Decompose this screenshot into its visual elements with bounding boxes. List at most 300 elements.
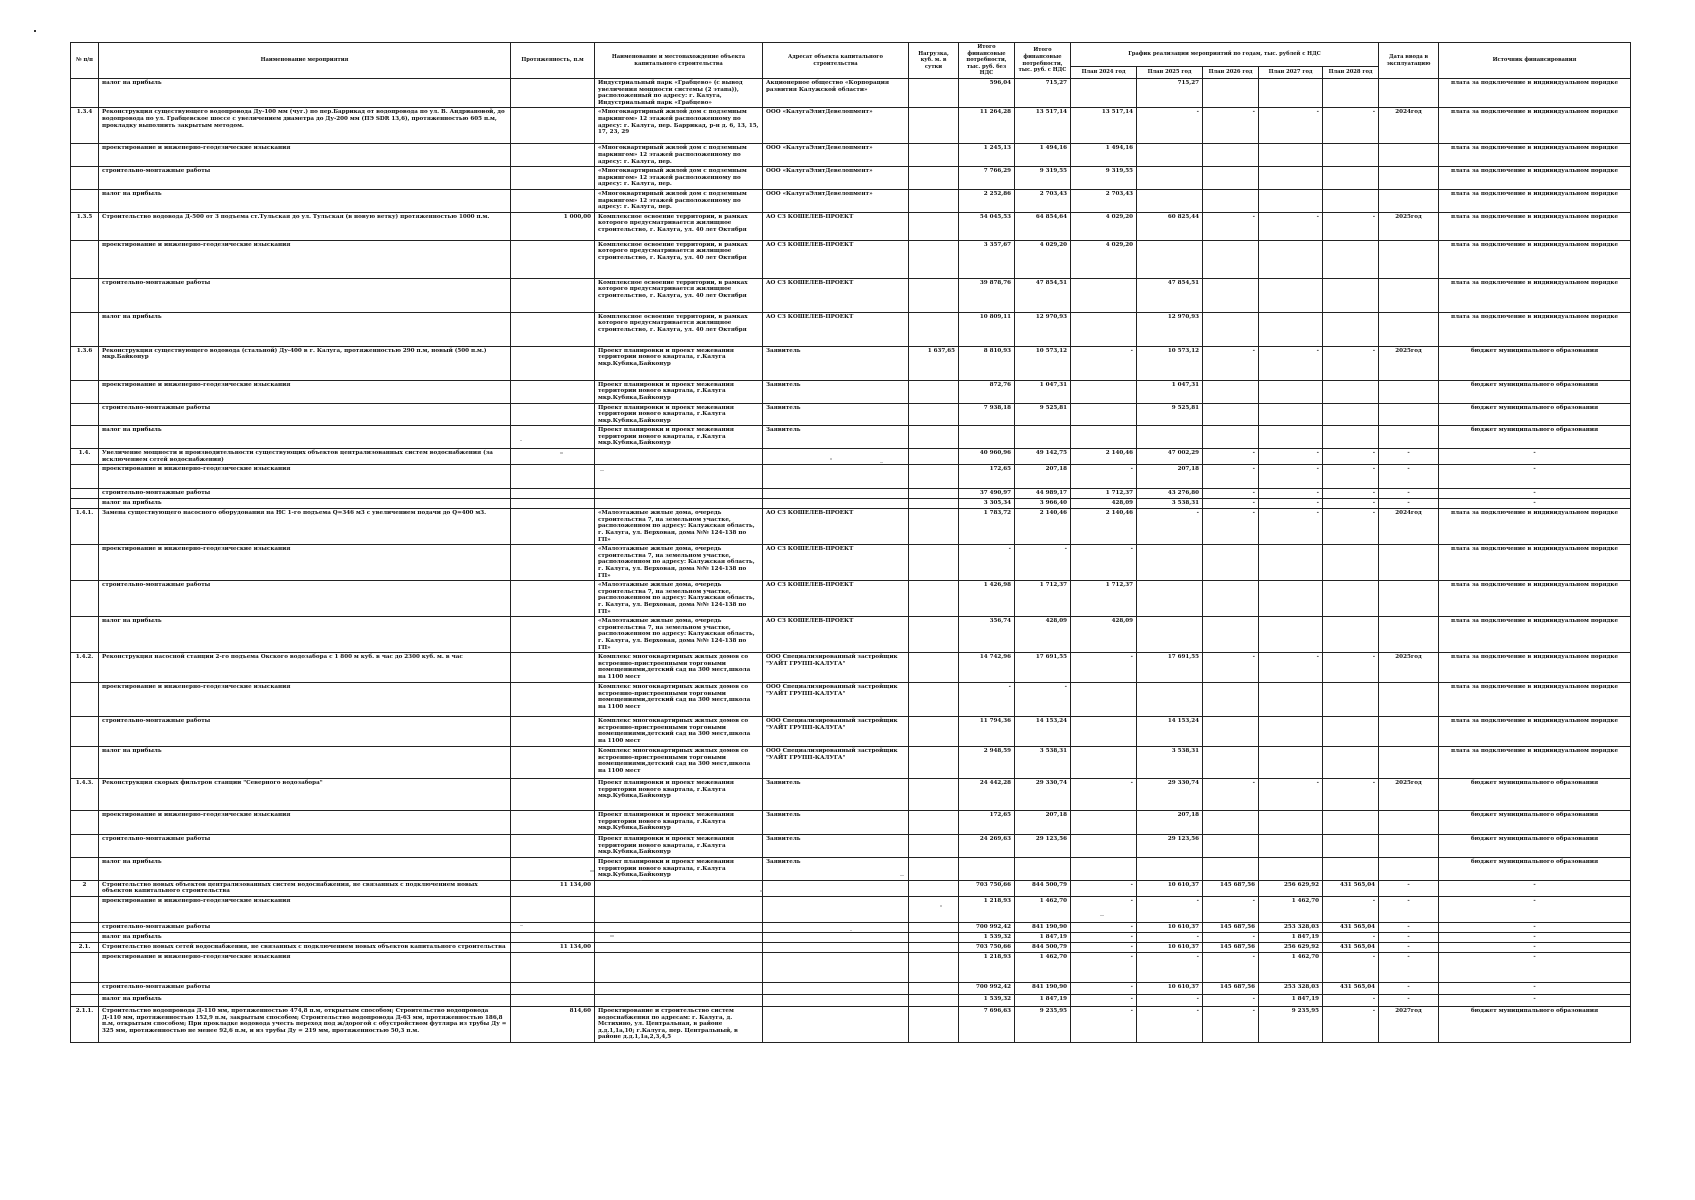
cell-p25: - [1137, 108, 1203, 144]
cell-len [511, 617, 595, 653]
cell-p27: - [1259, 489, 1323, 499]
table-row [71, 952, 1631, 982]
cell-t1: 3 305,34 [959, 499, 1015, 509]
cell-src: плата за подключение в индивидуальном порядке [1439, 617, 1631, 653]
cell-src: плата за подключение в индивидуальном порядке [1439, 581, 1631, 617]
cell-m: Строительство новых сетей водоснабжения, не связанных с подключением новых объектов капитального строительства [99, 942, 511, 952]
cell-date: 2024год [1379, 509, 1439, 545]
cell-m: Реконструкция существующего водопровода Ду-100 мм (чуг.) по пер.Баррикад от водопровода по ул. В. Андриановой, до водопровода по ул. Грабцевское шоссе с увеличением диаметра до Ду-200 мм (ПЭ SDR 13,6), протяженностью 605 п.м, прокладку выполнить закрытым методом. [99, 108, 511, 144]
cell-m: налог на прибыль [99, 932, 511, 942]
cell-date [1379, 857, 1439, 880]
cell-adr: ООО «КалугаЭлитДевелопмент» [763, 189, 909, 212]
cell-p26: 145 687,56 [1203, 942, 1259, 952]
cell-t1 [959, 857, 1015, 880]
cell-p27: - [1259, 499, 1323, 509]
cell-t2: 29 330,74 [1015, 779, 1071, 811]
cell-src: плата за подключение в индивидуальном порядке [1439, 240, 1631, 278]
cell-n [71, 747, 99, 779]
cell-len [511, 79, 595, 108]
cell-len [511, 982, 595, 994]
cell-len [511, 240, 595, 278]
cell-t1: 1 245,13 [959, 144, 1015, 167]
cell-p26 [1203, 79, 1259, 108]
table-row [71, 380, 1631, 403]
cell-adr: ООО «КалугаЭлитДевелопмент» [763, 108, 909, 144]
cell-m: проектирование и инженерно-геодезические изыскания [99, 896, 511, 922]
cell-len [511, 747, 595, 779]
table-row [71, 240, 1631, 278]
cell-t2: 1 847,19 [1015, 932, 1071, 942]
cell-adr: Заявитель [763, 857, 909, 880]
cell-len: 11 134,00 [511, 880, 595, 896]
cell-p27: 1 462,70 [1259, 952, 1323, 982]
cell-p24 [1071, 79, 1137, 108]
cell-p27 [1259, 380, 1323, 403]
cell-t1: 7 766,29 [959, 167, 1015, 190]
cell-p25 [1137, 617, 1203, 653]
cell-t2: 47 854,51 [1015, 278, 1071, 312]
cell-p25 [1137, 189, 1203, 212]
cell-n [71, 617, 99, 653]
header-address: Адресат объекта капитального строительства [763, 43, 909, 79]
cell-m: налог на прибыль [99, 994, 511, 1006]
cell-src: бюджет муниципального образования [1439, 403, 1631, 426]
cell-m: проектирование и инженерно-геодезические изыскания [99, 545, 511, 581]
scan-mark [34, 30, 36, 32]
scan-speck [1000, 880, 1003, 882]
cell-p26: - [1203, 653, 1259, 683]
cell-t2: 1 462,70 [1015, 952, 1071, 982]
cell-p26 [1203, 380, 1259, 403]
cell-t2: 3 538,31 [1015, 747, 1071, 779]
cell-p24 [1071, 717, 1137, 747]
cell-p24 [1071, 312, 1137, 346]
cell-t2: 1 462,70 [1015, 896, 1071, 922]
cell-p25: - [1137, 952, 1203, 982]
cell-p27: - [1259, 465, 1323, 489]
cell-load [909, 811, 959, 835]
cell-date [1379, 278, 1439, 312]
cell-p24: - [1071, 932, 1137, 942]
cell-src: бюджет муниципального образования [1439, 426, 1631, 449]
cell-t1: 356,74 [959, 617, 1015, 653]
cell-load [909, 880, 959, 896]
cell-p28 [1323, 747, 1379, 779]
cell-p27 [1259, 79, 1323, 108]
cell-p24 [1071, 747, 1137, 779]
cell-p27: 256 629,92 [1259, 880, 1323, 896]
cell-len [511, 465, 595, 489]
cell-load [909, 896, 959, 922]
cell-load [909, 167, 959, 190]
cell-p27 [1259, 747, 1323, 779]
cell-date: 2024год [1379, 108, 1439, 144]
header-total-no-vat: Итого финансовые потребности, тыс. руб. без НДС [959, 43, 1015, 79]
cell-m: Увеличение мощности и производительности существующих объектов централизованных систем водоснабжения (за исключением сетей водоснабжения) [99, 449, 511, 465]
cell-m: строительно-монтажные работы [99, 835, 511, 858]
cell-src: - [1439, 489, 1631, 499]
cell-obj: Проект планировки и проект межевания территории нового квартала, г.Калуга мкр.Кубяка,Байконур [595, 857, 763, 880]
cell-adr [763, 489, 909, 499]
cell-t2: 2 140,46 [1015, 509, 1071, 545]
cell-t2: 64 854,64 [1015, 212, 1071, 240]
cell-t2: 1 494,16 [1015, 144, 1071, 167]
document-sheet [70, 42, 1630, 1122]
cell-p25 [1137, 683, 1203, 717]
cell-adr: АО СЗ КОШЕЛЕВ-ПРОЕКТ [763, 545, 909, 581]
cell-len [511, 189, 595, 212]
cell-obj: Комплексное освоение территории, в рамках которого предусматривается жилищное строительство, г. Калуга, ул. 40 лет Октября [595, 312, 763, 346]
cell-p25: 12 970,93 [1137, 312, 1203, 346]
cell-src: бюджет муниципального образования [1439, 346, 1631, 380]
cell-len [511, 779, 595, 811]
cell-p25: - [1137, 994, 1203, 1006]
cell-load [909, 449, 959, 465]
cell-p27 [1259, 278, 1323, 312]
cell-adr [763, 896, 909, 922]
table-row [71, 449, 1631, 465]
cell-n [71, 683, 99, 717]
cell-p27: 256 629,92 [1259, 942, 1323, 952]
cell-p27 [1259, 717, 1323, 747]
cell-src: плата за подключение в индивидуальном порядке [1439, 189, 1631, 212]
cell-p24: 2 140,46 [1071, 509, 1137, 545]
cell-len [511, 449, 595, 465]
cell-n [71, 144, 99, 167]
cell-n [71, 835, 99, 858]
cell-load [909, 857, 959, 880]
cell-src: - [1439, 994, 1631, 1006]
cell-n [71, 465, 99, 489]
cell-t1: 8 810,93 [959, 346, 1015, 380]
cell-len [511, 857, 595, 880]
cell-m: проектирование и инженерно-геодезические изыскания [99, 144, 511, 167]
cell-t2: 207,18 [1015, 465, 1071, 489]
cell-p27: 1 847,19 [1259, 994, 1323, 1006]
cell-obj: «Многоквартирный жилой дом с подземным паркингом» 12 этажей расположенному по адресу: г. Калуга, пер. [595, 167, 763, 190]
cell-load [909, 835, 959, 858]
cell-date: 2027год [1379, 1006, 1439, 1042]
cell-p28: - [1323, 449, 1379, 465]
cell-p25 [1137, 581, 1203, 617]
cell-src: плата за подключение в индивидуальном порядке [1439, 212, 1631, 240]
cell-adr [763, 982, 909, 994]
cell-p25: 47 854,51 [1137, 278, 1203, 312]
cell-p27: 253 328,03 [1259, 922, 1323, 932]
cell-len [511, 952, 595, 982]
cell-date: 2025год [1379, 212, 1439, 240]
cell-n [71, 811, 99, 835]
cell-date [1379, 240, 1439, 278]
cell-load [909, 617, 959, 653]
cell-n [71, 380, 99, 403]
cell-t1: 2 948,59 [959, 747, 1015, 779]
cell-t2: 12 970,93 [1015, 312, 1071, 346]
scan-speck [900, 875, 904, 876]
cell-load [909, 403, 959, 426]
cell-m: строительно-монтажные работы [99, 581, 511, 617]
cell-p26 [1203, 278, 1259, 312]
cell-t1: 703 750,66 [959, 880, 1015, 896]
cell-date [1379, 79, 1439, 108]
cell-p26: - [1203, 1006, 1259, 1042]
cell-p28: - [1323, 489, 1379, 499]
cell-p28: 431 565,04 [1323, 982, 1379, 994]
cell-p24: - [1071, 1006, 1137, 1042]
cell-load [909, 932, 959, 942]
cell-n: 1.4.3. [71, 779, 99, 811]
cell-len [511, 932, 595, 942]
cell-load [909, 717, 959, 747]
cell-p24 [1071, 683, 1137, 717]
cell-t1: 1 218,93 [959, 896, 1015, 922]
header-total-vat: Итого финансовые потребности, тыс. руб. с НДС [1015, 43, 1071, 79]
scan-speck [880, 462, 883, 463]
cell-t1: 1 539,32 [959, 994, 1015, 1006]
cell-adr [763, 932, 909, 942]
cell-p26 [1203, 189, 1259, 212]
cell-p25: 29 330,74 [1137, 779, 1203, 811]
cell-m: налог на прибыль [99, 79, 511, 108]
cell-adr: АО СЗ КОШЕЛЕВ-ПРОЕКТ [763, 312, 909, 346]
cell-p25: 207,18 [1137, 465, 1203, 489]
cell-obj [595, 922, 763, 932]
cell-t2: 3 966,40 [1015, 499, 1071, 509]
cell-src: плата за подключение в индивидуальном порядке [1439, 747, 1631, 779]
cell-p26 [1203, 581, 1259, 617]
cell-p28 [1323, 167, 1379, 190]
cell-adr: АО СЗ КОШЕЛЕВ-ПРОЕКТ [763, 240, 909, 278]
cell-p27 [1259, 312, 1323, 346]
cell-t2: 9 319,55 [1015, 167, 1071, 190]
cell-p24: 4 029,20 [1071, 212, 1137, 240]
cell-p28 [1323, 240, 1379, 278]
cell-p25: 10 573,12 [1137, 346, 1203, 380]
cell-t2 [1015, 857, 1071, 880]
cell-m: налог на прибыль [99, 312, 511, 346]
cell-obj: Проект планировки и проект межевания территории нового квартала, г.Калуга мкр.Кубяка,Байконур [595, 835, 763, 858]
cell-len: 1 000,00 [511, 212, 595, 240]
cell-len [511, 312, 595, 346]
cell-src: бюджет муниципального образования [1439, 380, 1631, 403]
cell-src: - [1439, 952, 1631, 982]
cell-p26 [1203, 545, 1259, 581]
cell-n [71, 499, 99, 509]
cell-src: - [1439, 880, 1631, 896]
cell-n [71, 240, 99, 278]
cell-t1: 3 357,67 [959, 240, 1015, 278]
cell-t2: - [1015, 545, 1071, 581]
cell-p27 [1259, 426, 1323, 449]
table-row [71, 653, 1631, 683]
cell-len [511, 653, 595, 683]
table-row [71, 747, 1631, 779]
cell-n: 2.1.1. [71, 1006, 99, 1042]
table-row [71, 403, 1631, 426]
table-row [71, 835, 1631, 858]
cell-n: 1.4.2. [71, 653, 99, 683]
cell-len: 814,60 [511, 1006, 595, 1042]
cell-len [511, 509, 595, 545]
cell-src: - [1439, 499, 1631, 509]
cell-p24: - [1071, 346, 1137, 380]
cell-p26: - [1203, 896, 1259, 922]
cell-len [511, 426, 595, 449]
cell-n: 1.4. [71, 449, 99, 465]
cell-t2: - [1015, 683, 1071, 717]
cell-p28: 431 565,04 [1323, 922, 1379, 932]
cell-src: бюджет муниципального образования [1439, 779, 1631, 811]
cell-src: плата за подключение в индивидуальном порядке [1439, 717, 1631, 747]
table-row [71, 189, 1631, 212]
cell-p26 [1203, 857, 1259, 880]
cell-t2: 4 029,20 [1015, 240, 1071, 278]
cell-t1: 172,65 [959, 465, 1015, 489]
cell-m: Реконструкция существующего водовода (стальной) Ду-400 в г. Калуга, протяженностью 290 п.м, новый (500 п.м.) мкр.Байконур [99, 346, 511, 380]
cell-p28 [1323, 617, 1379, 653]
cell-n [71, 857, 99, 880]
cell-len [511, 994, 595, 1006]
scan-speck [760, 890, 763, 892]
cell-p27: - [1259, 212, 1323, 240]
cell-p24: - [1071, 880, 1137, 896]
cell-date: - [1379, 499, 1439, 509]
cell-m: налог на прибыль [99, 857, 511, 880]
table-row [71, 896, 1631, 922]
cell-obj: Проект планировки и проект межевания территории нового квартала, г.Калуга мкр.Кубяка,Байконур [595, 426, 763, 449]
cell-p27: - [1259, 346, 1323, 380]
cell-src: плата за подключение в индивидуальном порядке [1439, 79, 1631, 108]
cell-p24: - [1071, 952, 1137, 982]
cell-t1: - [959, 683, 1015, 717]
cell-adr: ООО «КалугаЭлитДевелопмент» [763, 167, 909, 190]
cell-p25: 43 276,80 [1137, 489, 1203, 499]
cell-t1: 703 750,66 [959, 942, 1015, 952]
cell-date [1379, 811, 1439, 835]
cell-p28 [1323, 380, 1379, 403]
cell-obj: «Многоквартирный жилой дом с подземным паркингом» 12 этажей расположенному по адресу: г. Калуга, пер. [595, 144, 763, 167]
cell-p25 [1137, 240, 1203, 278]
table-body [71, 79, 1631, 1043]
cell-p26: - [1203, 346, 1259, 380]
cell-p26 [1203, 240, 1259, 278]
cell-p28 [1323, 278, 1379, 312]
cell-date: - [1379, 942, 1439, 952]
cell-date [1379, 747, 1439, 779]
scan-speck [520, 440, 522, 441]
cell-n: 1.3.5 [71, 212, 99, 240]
cell-p25: 715,27 [1137, 79, 1203, 108]
cell-m: налог на прибыль [99, 747, 511, 779]
cell-t2: 207,18 [1015, 811, 1071, 835]
table-row [71, 108, 1631, 144]
cell-load [909, 994, 959, 1006]
cell-p25: 10 610,37 [1137, 880, 1203, 896]
cell-t1: 596,04 [959, 79, 1015, 108]
cell-obj: Комплексное освоение территории, в рамках которого предусматривается жилищное строительство, г. Калуга, ул. 40 лет Октября [595, 240, 763, 278]
cell-p25 [1137, 167, 1203, 190]
cell-len [511, 380, 595, 403]
investment-program-table [70, 42, 1631, 1043]
cell-m: Строительство новых объектов централизованных систем водоснабжения, не связанных с подключением новых объектов капитального строительства [99, 880, 511, 896]
table-row [71, 683, 1631, 717]
cell-src: плата за подключение в индивидуальном порядке [1439, 108, 1631, 144]
cell-load [909, 426, 959, 449]
cell-p27 [1259, 545, 1323, 581]
header-object: Наименование и местонахождение объекта капитального строительства [595, 43, 763, 79]
cell-p25: 60 825,44 [1137, 212, 1203, 240]
cell-p26: - [1203, 509, 1259, 545]
table-row [71, 489, 1631, 499]
cell-date [1379, 403, 1439, 426]
cell-m: проектирование и инженерно-геодезические изыскания [99, 465, 511, 489]
cell-n [71, 426, 99, 449]
cell-m: проектирование и инженерно-геодезические изыскания [99, 240, 511, 278]
cell-p28: - [1323, 108, 1379, 144]
table-row [71, 932, 1631, 942]
cell-p28: - [1323, 499, 1379, 509]
cell-n [71, 717, 99, 747]
cell-p24: - [1071, 942, 1137, 952]
cell-adr: ООО Специализированный застройщик "УАЙТ ГРУПП-КАЛУГА" [763, 683, 909, 717]
cell-p25: 17 691,55 [1137, 653, 1203, 683]
cell-t1: 14 742,96 [959, 653, 1015, 683]
cell-n: 2.1. [71, 942, 99, 952]
cell-date: - [1379, 465, 1439, 489]
cell-p28 [1323, 581, 1379, 617]
header-source: Источник финансирования [1439, 43, 1631, 79]
header-plan-2026: План 2026 год [1203, 67, 1259, 79]
cell-p25: 10 610,37 [1137, 982, 1203, 994]
table-row [71, 617, 1631, 653]
cell-t2: 9 235,95 [1015, 1006, 1071, 1042]
cell-len [511, 346, 595, 380]
cell-obj: Проект планировки и проект межевания территории нового квартала, г.Калуга мкр.Кубяка,Байконур [595, 403, 763, 426]
cell-adr: АО СЗ КОШЕЛЕВ-ПРОЕКТ [763, 509, 909, 545]
cell-t1: 10 809,11 [959, 312, 1015, 346]
cell-len [511, 922, 595, 932]
cell-src: плата за подключение в индивидуальном порядке [1439, 167, 1631, 190]
cell-n [71, 932, 99, 942]
table-row [71, 880, 1631, 896]
cell-p25: 10 610,37 [1137, 942, 1203, 952]
cell-src: - [1439, 465, 1631, 489]
cell-m: строительно-монтажные работы [99, 982, 511, 994]
cell-p26: 145 687,56 [1203, 922, 1259, 932]
cell-obj [595, 465, 763, 489]
cell-p27 [1259, 403, 1323, 426]
cell-len [511, 167, 595, 190]
cell-p26: - [1203, 952, 1259, 982]
cell-m: налог на прибыль [99, 499, 511, 509]
cell-t2: 44 989,17 [1015, 489, 1071, 499]
cell-p28: - [1323, 509, 1379, 545]
cell-m: проектирование и инженерно-геодезические изыскания [99, 380, 511, 403]
cell-t1: 700 992,42 [959, 922, 1015, 932]
cell-t1: 1 783,72 [959, 509, 1015, 545]
cell-load [909, 212, 959, 240]
cell-adr: Заявитель [763, 403, 909, 426]
cell-p24 [1071, 857, 1137, 880]
cell-load [909, 1006, 959, 1042]
cell-obj: «Малоэтажные жилые дома, очередь строительства 7, на земельном участке, расположенном по адресу: Калужская область, г. Калуга, ул. Верховая, дома №№ 124-138 по ГП» [595, 545, 763, 581]
cell-obj: Комплексное освоение территории, в рамках которого предусматривается жилищное строительство, г. Калуга, ул. 40 лет Октября [595, 212, 763, 240]
cell-t2: 841 190,90 [1015, 922, 1071, 932]
cell-obj: «Малоэтажные жилые дома, очередь строительства 7, на земельном участке, расположенном по адресу: Калужская область, г. Калуга, ул. Верховая, дома №№ 124-138 по ГП» [595, 617, 763, 653]
cell-t2: 844 500,79 [1015, 880, 1071, 896]
cell-p25: 47 002,29 [1137, 449, 1203, 465]
cell-p27: - [1259, 779, 1323, 811]
